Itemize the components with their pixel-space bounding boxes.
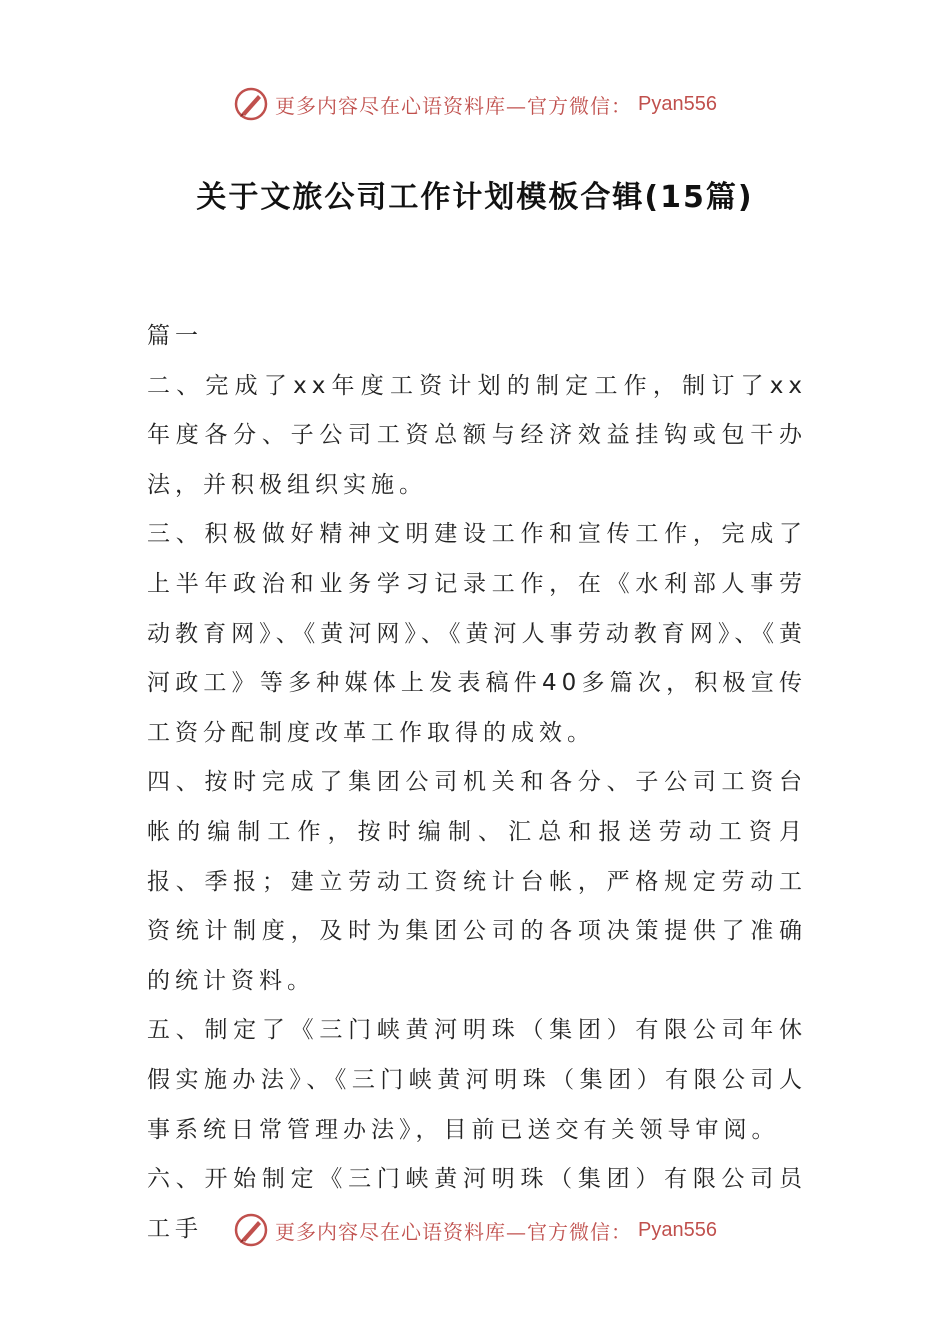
watermark-text: 更多内容尽在心语资料库—官方微信： bbox=[275, 1219, 633, 1244]
paragraph-item-6: 六、开始制定《三门峡黄河明珠（集团）有限公司员工手 bbox=[147, 1166, 807, 1242]
document-title: 关于文旅公司工作计划模板合辑(15篇) bbox=[196, 180, 754, 215]
paragraph-item-4: 四、按时完成了集团公司机关和各分、子公司工资台帐的编制工作，按时编制、汇总和报送劳动工资月报、季报；建立劳动工资统计台帐，严格规定劳动工资统计制度，及时为集团公司的各项决策提供了准确的统计资料。 bbox=[147, 769, 807, 994]
header-watermark bbox=[0, 84, 950, 124]
paragraph-item-5: 五、制定了《三门峡黄河明珠（集团）有限公司年休假实施办法》、《三门峡黄河明珠（集团）有限公司人事系统日常管理办法》，目前已送交有关领导审阅。 bbox=[147, 1017, 807, 1143]
watermark-text: 更多内容尽在心语资料库—官方微信： bbox=[275, 93, 633, 118]
paragraph-item-3: 三、积极做好精神文明建设工作和宣传工作，完成了上半年政治和业务学习记录工作，在《水利部人事劳动教育网》、《黄河网》、《黄河人事劳动教育网》、《黄河政工》等多种媒体上发表稿件40多篇次，积极宣传工资分配制度改革工作取得的成效。 bbox=[147, 521, 807, 746]
pen-logo-icon bbox=[233, 1212, 269, 1248]
watermark-wechat-id: Pyan556 bbox=[638, 1218, 717, 1241]
footer-watermark bbox=[0, 1210, 950, 1250]
section-heading: 篇一 bbox=[147, 323, 203, 349]
paragraph-item-2: 二、完成了xx年度工资计划的制定工作，制订了xx年度各分、子公司工资总额与经济效益挂钩或包干办法，并积极组织实施。 bbox=[147, 372, 807, 498]
pen-logo-icon bbox=[233, 86, 269, 122]
watermark-wechat-id: Pyan556 bbox=[638, 92, 717, 115]
document-body bbox=[147, 312, 807, 1254]
